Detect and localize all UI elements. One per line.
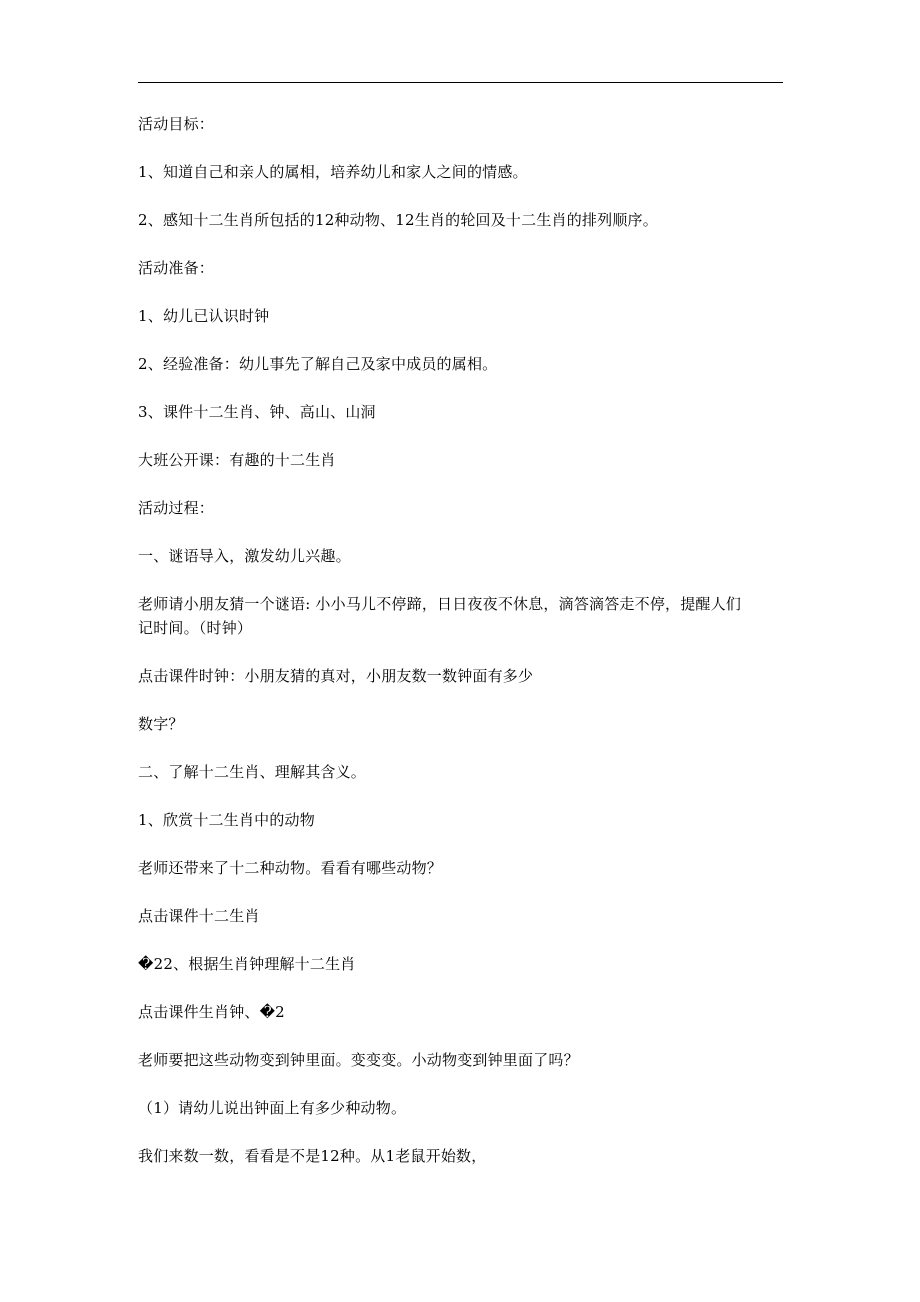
heading-activity-preparation: 活动准备： xyxy=(138,259,215,277)
clock-question-line-2: 数字？ xyxy=(138,715,184,733)
count-animals-instruction: （1）请幼儿说出钟面上有多少种动物。 xyxy=(138,1099,407,1117)
preparation-item-3: 3、课件十二生肖、钟、高山、山洞 xyxy=(138,403,376,421)
preparation-item-2: 2、经验准备：幼儿事先了解自己及家中成员的属相。 xyxy=(138,355,498,373)
goal-item-2: 2、感知十二生肖所包括的12种动物、12生肖的轮回及十二生肖的排列顺序。 xyxy=(138,211,658,229)
click-zodiac-courseware: 点击课件十二生肖 xyxy=(138,907,260,925)
goal-item-1: 1、知道自己和亲人的属相，培养幼儿和家人之间的情感。 xyxy=(138,163,528,181)
heading-activity-process: 活动过程： xyxy=(138,499,215,517)
heading-activity-goals: 活动目标： xyxy=(138,115,215,133)
lesson-title: 大班公开课：有趣的十二生肖 xyxy=(138,451,336,469)
sub-step-2: �22、根据生肖钟理解十二生肖 xyxy=(138,955,356,973)
riddle-paragraph-line-2: 记时间。（时钟） xyxy=(138,619,253,637)
clock-question-line-1: 点击课件时钟：小朋友猜的真对，小朋友数一数钟面有多少 xyxy=(138,667,534,685)
process-step-2: 二、了解十二生肖、理解其含义。 xyxy=(138,763,367,781)
count-from-rat-paragraph: 我们来数一数，看看是不是12种。从1老鼠开始数， xyxy=(138,1147,487,1165)
teacher-animals-paragraph: 老师还带来了十二种动物。看看有哪些动物？ xyxy=(138,859,443,877)
preparation-item-1: 1、幼儿已认识时钟 xyxy=(138,307,270,325)
riddle-paragraph-line-1: 老师请小朋友猜一个谜语: 小小马儿不停蹄，日日夜夜不休息，滴答滴答走不停，提醒人们 xyxy=(138,595,742,613)
click-zodiac-clock: 点击课件生肖钟、�2 xyxy=(138,1003,285,1021)
process-step-1: 一、谜语导入，激发幼儿兴趣。 xyxy=(138,547,351,565)
sub-step-1: 1、欣赏十二生肖中的动物 xyxy=(138,811,315,829)
header-rule xyxy=(138,82,783,83)
teacher-transform-paragraph: 老师要把这些动物变到钟里面。变变变。小动物变到钟里面了吗？ xyxy=(138,1051,579,1069)
